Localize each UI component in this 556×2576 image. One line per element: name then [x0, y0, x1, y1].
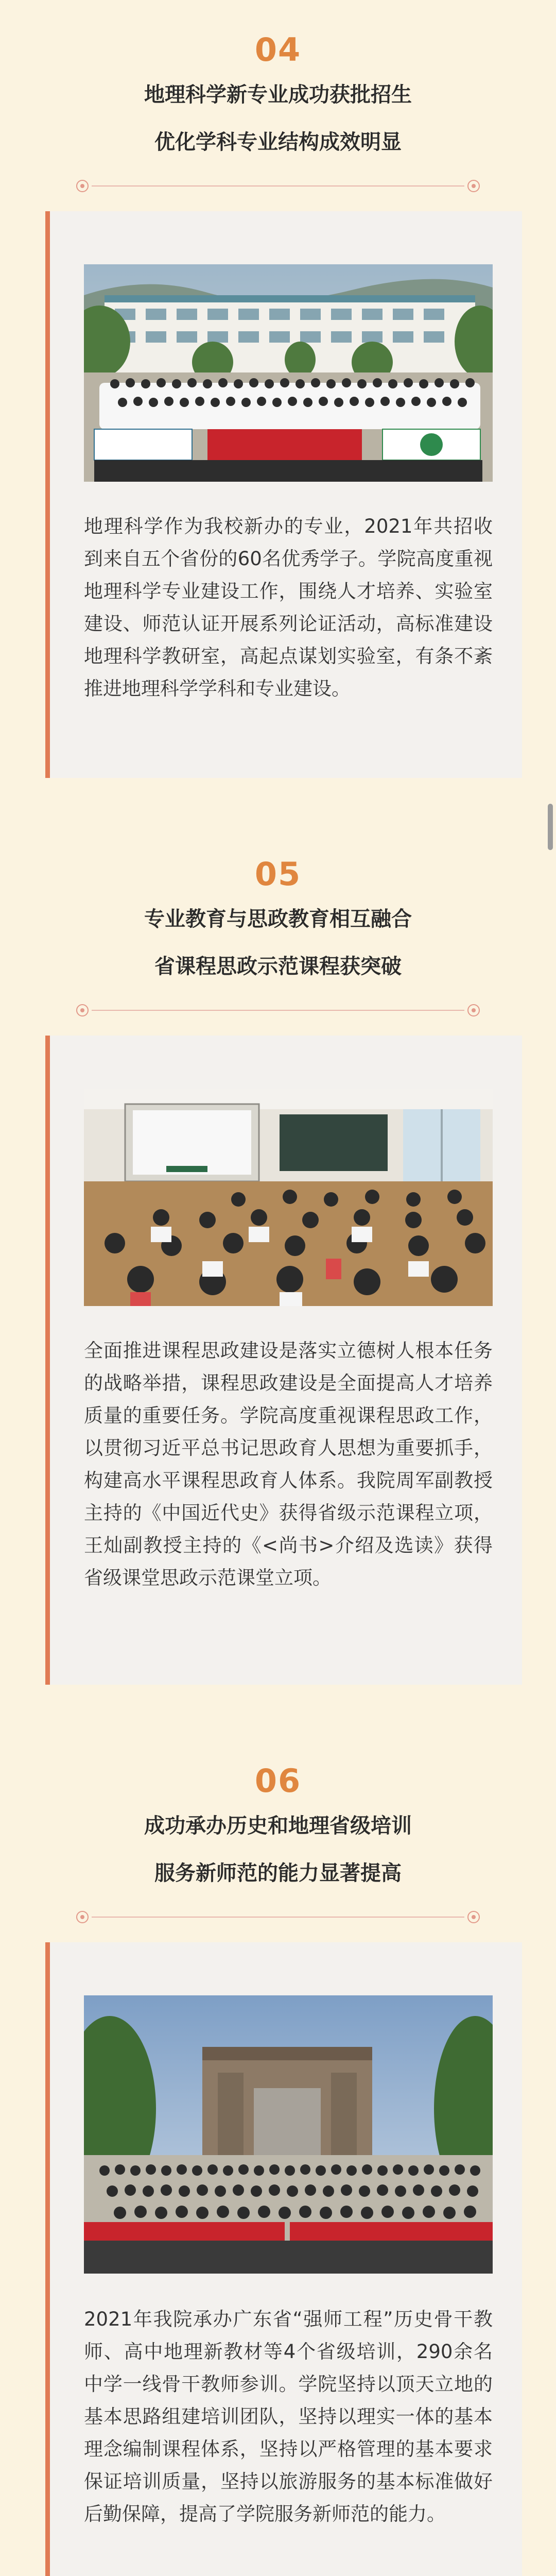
section-title-line1: 地理科学新专业成功获批招生	[144, 83, 412, 107]
section-06-header	[0, 1762, 556, 1800]
group-photo-new-students	[84, 264, 493, 482]
page-scrollbar[interactable]	[548, 804, 553, 850]
section-06-title	[0, 1802, 556, 1897]
section-05-card	[45, 1036, 522, 1685]
section-title-line2: 优化学科专业结构成效明显	[154, 130, 402, 154]
section-04-body: 地理科学作为我校新办的专业，2021年共招收到来自五个省份的60名优秀学子。学院高度重视地理科学专业建设工作，围绕人才培养、实验室建设、师范认证开展系列论证活动，高标准建设地理科学教研室，高起点谋划实验室，有条不紊推进地理科学学科和专业建设。	[84, 515, 493, 700]
section-05-header	[0, 855, 556, 893]
section-05-body: 全面推进课程思政建设是落实立德树人根本任务的战略举措，课程思政建设是全面提高人才培养质量的重要任务。学院高度重视课程思政工作，以贯彻习近平总书记思政育人思想为重要抓手，构建高水平课程思政育人体系。我院周军副教授主持的《中国近代史》获得省级示范课程立项，王灿副教授主持的《<尚书>介绍及选读》获得省级课堂思政示范课堂立项。	[84, 1340, 493, 1589]
section-06-card	[45, 1942, 522, 2576]
section-06-body: 2021年我院承办广东省“强师工程”历史骨干教师、高中地理新教材等4个省级培训，290余名中学一线骨干教师参训。学院坚持以顶天立地的基本思路组建培训团队，坚持以理实一体的基本理念编制课程体系，坚持以严格管理的基本要求保证培训质量，坚持以旅游服务的基本标准做好后勤保障，提高了学院服务新师范的能力。	[84, 2308, 493, 2525]
section-title-line2: 服务新师范的能力显著提高	[154, 1861, 402, 1885]
section-number: 04	[254, 31, 302, 69]
section-04-title	[0, 71, 556, 166]
section-title-line1: 专业教育与思政教育相互融合	[144, 907, 412, 931]
section-number: 05	[254, 855, 302, 893]
divider-ornament	[76, 178, 480, 194]
section-title-line2: 省课程思政示范课程获突破	[154, 955, 402, 978]
classroom-lecture-photo	[84, 1089, 493, 1306]
divider-ornament	[76, 1909, 480, 1925]
section-05-title	[0, 895, 556, 990]
section-title-line1: 成功承办历史和地理省级培训	[144, 1814, 412, 1838]
section-04-header	[0, 31, 556, 69]
section-number: 06	[254, 1762, 302, 1800]
section-04-card	[45, 211, 522, 778]
divider-ornament	[76, 1003, 480, 1018]
training-group-photo	[84, 1995, 493, 2274]
